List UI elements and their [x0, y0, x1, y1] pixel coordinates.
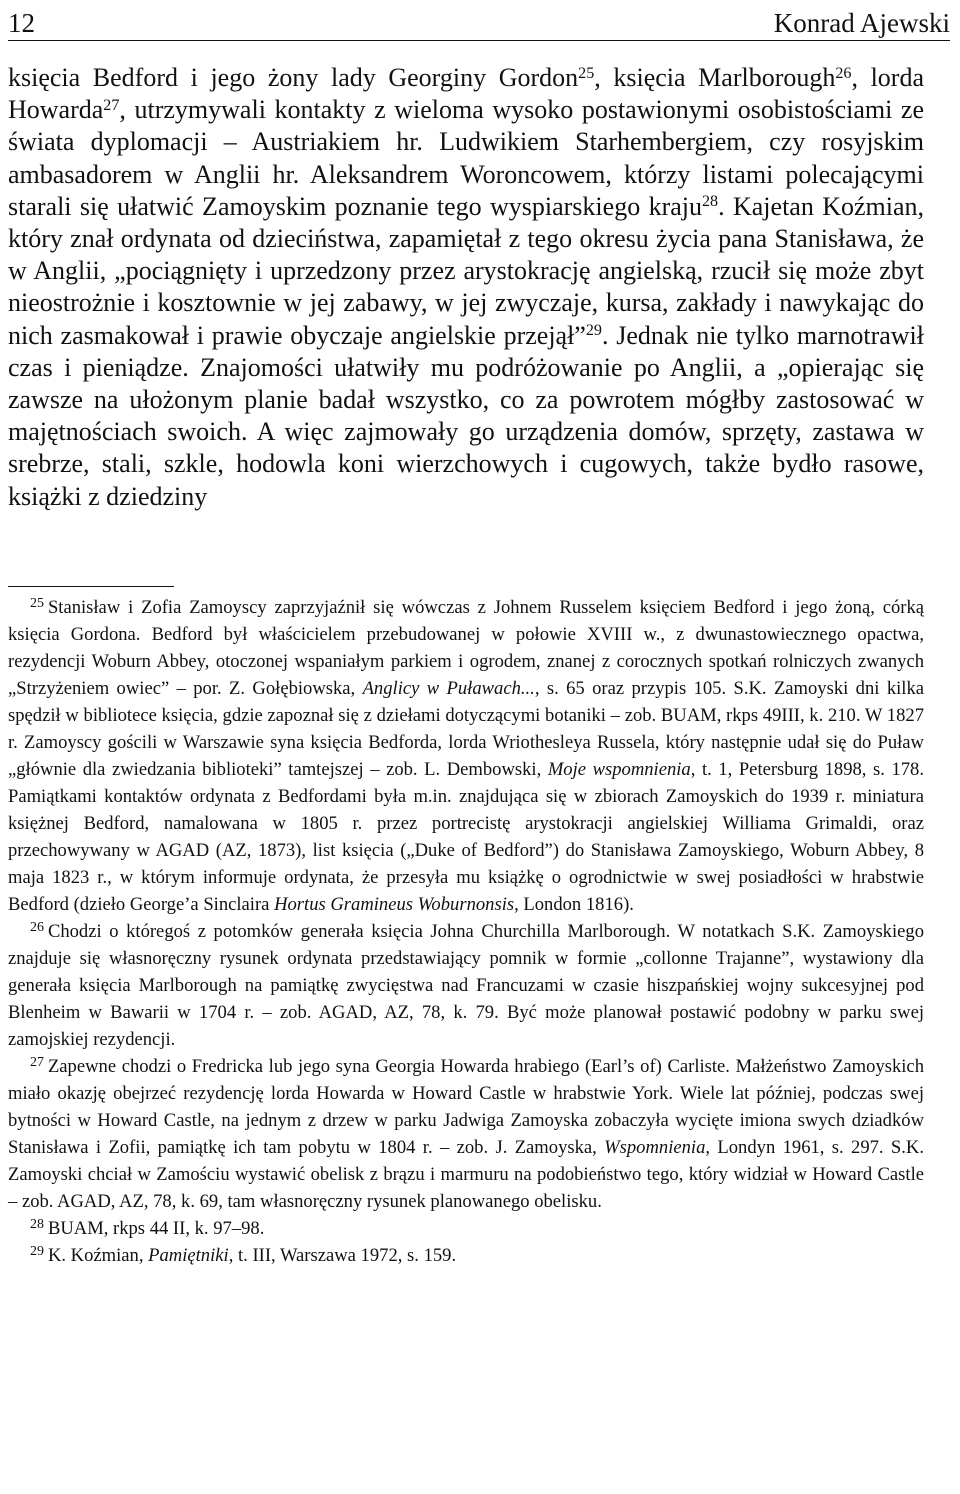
footnote-title: Moje wspomnienia [547, 759, 691, 780]
footnote-text: , t. 1, Petersburg 1898, s. 178. Pamiątkami kontaktów ordynata z Bedfordami była m.in. znajdująca się w zbiorach Zamoyskich do 1939 r. miniatura księżnej Bedford, namalowana w 1805 r. przez portrecistę arystokracji angielskiej Williama Grimaldi, oraz przechowywany w AGAD (AZ, 1873), list księcia („Duke of Bedford”) do Stanisława Zamoyskiego, Woburn Abbey, 8 maja 1823 r., w którym informuje ordynata, że przesyła mu książkę o ogrodnictwie w swej posiadłości w hrabstwie Bedford (dzieło George’a Sinclaira [8, 759, 924, 915]
footnote-number: 28 [30, 1216, 44, 1232]
footnote-title: Pamiętniki [148, 1245, 229, 1266]
footnote-number: 25 [30, 595, 44, 611]
footnote-ref-28: 28 [702, 193, 719, 211]
main-text [8, 62, 924, 513]
footnote-ref-25: 25 [578, 64, 595, 82]
footnote-number: 26 [30, 919, 44, 935]
footnote-separator [8, 586, 174, 587]
footnote-29 [8, 1242, 924, 1269]
body-paragraph [8, 62, 924, 513]
body-text: . Jednak nie tylko marnotrawił czas i pieniądze. Znajomości ułatwiły mu podróżowanie po Anglii, a „opierając się zawsze na ułożonym planie badał wszystko, co za powrotem mógłby zastosować w majętnościach swoich. A więc zajmowały go urządzenia domów, sprzęty, zastawa w srebrze, stali, szkle, hodowla koni wierzchowych i cugowych, także bydło rasowe, książki z dziedziny [8, 320, 924, 511]
footnote-text: , t. III, Warszawa 1972, s. 159. [228, 1245, 457, 1266]
footnote-28 [8, 1215, 924, 1242]
footnote-text: , Londyn 1961, s. 297. S.K. Zamoyski chciał w Zamościu wystawić obelisk z brązu i marmuru na podobieństwo tego, który widział w Howard Castle – zob. AGAD, AZ, 78, k. 69, tam własnoręczny rysunek planowanego obelisku. [8, 1137, 924, 1212]
footnote-ref-29: 29 [585, 322, 602, 340]
footnote-27 [8, 1053, 924, 1215]
footnote-text: K. Koźmian, [47, 1245, 149, 1266]
footnote-text: Stanisław i Zofia Zamoyscy zaprzyjaźnił się wówczas z Johnem Russelem księciem Bedford i jego żoną, córką księcia Gordona. Bedford był właścicielem przebudowanej w połowie XVIII w., z dwunastowiecznego opactwa, rezydencji Woburn Abbey, otoczonej wspaniałym parkiem i ogrodem, znanej z corocznych spotkań rolniczych zwanych „Strzyżeniem owiec” – por. Z. Gołębiowska, [8, 597, 924, 699]
footnote-title: Wspomnienia [604, 1137, 706, 1158]
footnote-text: , London 1816). [514, 894, 634, 915]
footnote-text: Zapewne chodzi o Fredricka lub jego syna Georgia Howarda hrabiego (Earl’s of) Carliste. Małżeństwo Zamoyskich miało okazję obejrzeć rezydencję lorda Howarda w Howard Castle w hrabstwie York. Wiele lat później, podczas swej bytności w Howard Castle, na jednym z drzew w parku Jadwiga Zamoyska zobaczyła wycięte imiona swych dziadków Stanisława i Zofii, pamiątkę ich tam pobytu w 1804 r. – zob. J. Zamoyska, [8, 1056, 924, 1158]
footnote-25 [8, 594, 924, 918]
body-text: . Kajetan Koźmian, który znał ordynata od dzieciństwa, zapamiętał z tego okresu życia pana Stanisława, że w Anglii, „pociągnięty i uprzedzony przez arystokrację angielską, rzucił się może zbyt nieostrożnie i kosztownie w jej zabawy, w jej zwyczaje, kursa, zakłady i nawykając do nich zasmakował i prawie obyczaje angielskie przejął” [8, 191, 925, 350]
footnote-title: Hortus Gramineus Woburnonsis [274, 894, 515, 915]
footnote-number: 27 [30, 1054, 44, 1070]
footnote-text: BUAM, rkps 44 II, k. 97–98. [47, 1218, 265, 1239]
body-text: , utrzymywali kontakty z wieloma wysoko postawionymi osobistościami ze świata dyplomacji – Austriakiem hr. Ludwikiem Starhembergiem, czy rosyjskim ambasadorem w Anglii hr. Aleksandrem Woroncowem, którzy listami polecającymi starali się ułatwić Zamoyskim poznanie tego wyspiarskiego kraju [8, 95, 924, 221]
page-number: 12 [8, 8, 35, 38]
running-head-author: Konrad Ajewski [773, 8, 950, 38]
footnote-text: Chodzi o któregoś z potomków generała księcia Johna Churchilla Marlborough. W notatkach S.K. Zamoyskiego znajduje się własnoręczny rysunek ordynata przedstawiający pomnik w formie „collonne Trajanne”, wystawiony dla generała księcia Marlborough na pamiątkę zwycięstwa nad Francuzami w czasie hiszpańskiej wojny sukcesyjnej pod Blenheim w Bawarii w 1704 r. – zob. AGAD, AZ, 78, k. 79. Być może planował postawić podobny w parku swej zamojskiej rezydencji. [8, 921, 924, 1050]
footnote-title: Anglicy w Puławach... [362, 678, 535, 699]
footnote-26 [8, 918, 924, 1053]
body-text: , lorda Howarda [8, 63, 925, 125]
footnote-text: , s. 65 oraz przypis 105. S.K. Zamoyski dni kilka spędził w bibliotece księcia, gdzie zapoznał się z dziełami dotyczącymi botaniki – zob. BUAM, rkps 49III, k. 210. W 1827 r. Zamoyscy gościli w Warszawie syna księcia Bedforda, lorda Wriothesleya Russela, który następnie udał się do Puław „głównie dla zwiedzania biblioteki” tamtejszej – zob. L. Dembowski, [8, 678, 924, 780]
running-header [8, 6, 950, 41]
footnote-number: 29 [30, 1243, 44, 1259]
body-text: księcia Bedford i jego żony lady Georginy Gordon [8, 63, 579, 92]
footnote-ref-27: 27 [103, 96, 120, 114]
body-text: , księcia Marlborough [594, 63, 836, 92]
footnotes [8, 594, 924, 1269]
footnote-ref-26: 26 [835, 64, 852, 82]
